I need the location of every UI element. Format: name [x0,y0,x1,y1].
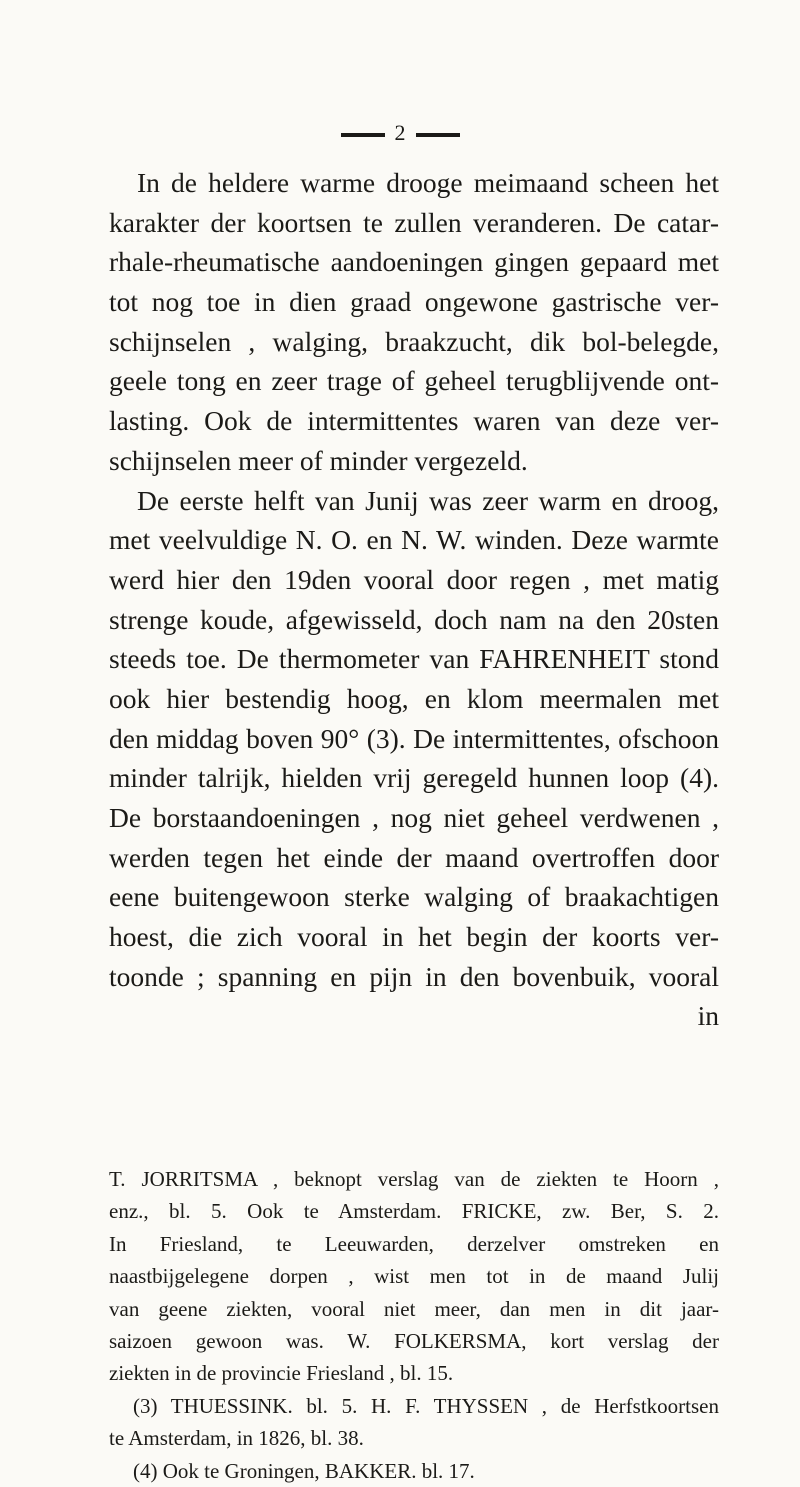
footnote-line: In Friesland, te Leeuwarden, derzelver omstreken en [109,1231,719,1256]
footnotes [109,1163,719,1487]
footnote-line: te Amsterdam, in 1826, bl. 38. [109,1426,364,1451]
body-line: strenge koude, afgewisseld, doch nam na den 20sten [109,603,719,635]
body-line: minder talrijk, hielden vrij geregeld hunnen loop (4). [109,762,719,794]
body-line: werd hier den 19den vooral door regen , met matig [109,563,719,595]
body-text [109,163,719,1036]
body-line: schijnselen , walging, braakzucht, dik bol-belegde, [109,325,719,357]
body-line: karakter der koortsen te zullen veranderen. De catar- [109,206,719,238]
body-line: hoest, die zich vooral in het begin der koorts ver- [109,921,719,953]
body-line: De eerste helft van Junij was zeer warm en droog, [137,484,719,516]
footnote-line: (3) THUESSINK. bl. 5. H. F. THYSSEN , de Herfstkoortsen [133,1393,719,1418]
page-number-text: 2 [394,120,406,145]
body-line: werden tegen het einde der maand overtroffen door [109,841,719,873]
footnote-line: naastbijgelegene dorpen , wist men tot in de maand Julij [109,1264,719,1289]
body-line: eene buitengewoon sterke walging of braakachtigen [109,881,719,913]
footnote-line: enz., bl. 5. Ook te Amsterdam. FRICKE, zw. Ber, S. 2. [109,1199,719,1224]
body-line: In de heldere warme drooge meimaand scheen het [137,167,719,198]
footnote-line: van geene ziekten, vooral niet meer, dan men in dit jaar- [109,1296,719,1321]
footnote-line: saizoen gewoon was. W. FOLKERSMA, kort verslag der [109,1328,719,1353]
footnote-line: ziekten in de provincie Friesland , bl. 15. [109,1361,454,1386]
body-line: lasting. Ook de intermittentes waren van deze ver- [109,405,719,437]
body-line: steeds toe. De thermometer van FAHRENHEIT stond [109,643,719,675]
body-line: rhale-rheumatische aandoeningen gingen gepaard met [109,246,719,278]
page-number-rule-left [341,133,385,137]
footnote-line: (4) Ook te Groningen, BAKKER. bl. 17. [133,1458,475,1483]
body-line: den middag boven 90° (3). De intermittentes, ofschoon [109,722,719,754]
body-line: met veelvuldige N. O. en N. W. winden. Deze warmte [109,524,719,556]
page-number [0,122,800,144]
catchword: in [697,1000,719,1032]
body-line: De borstaandoeningen , nog niet geheel verdwenen , [109,802,719,833]
body-line: toonde ; spanning en pijn in den bovenbuik, vooral [109,960,719,992]
body-line: tot nog toe in dien graad ongewone gastrische ver- [109,286,719,318]
page-number-rule-right [416,133,460,137]
body-line: schijnselen meer of minder vergezeld. [109,444,528,476]
body-line: ook hier bestendig hoog, en klom meermalen met [109,682,719,714]
body-line: geele tong en zeer trage of geheel terugblijvende ont- [109,365,719,397]
footnote-line: T. JORRITSMA , beknopt verslag van de ziekten te Hoorn , [109,1167,719,1191]
